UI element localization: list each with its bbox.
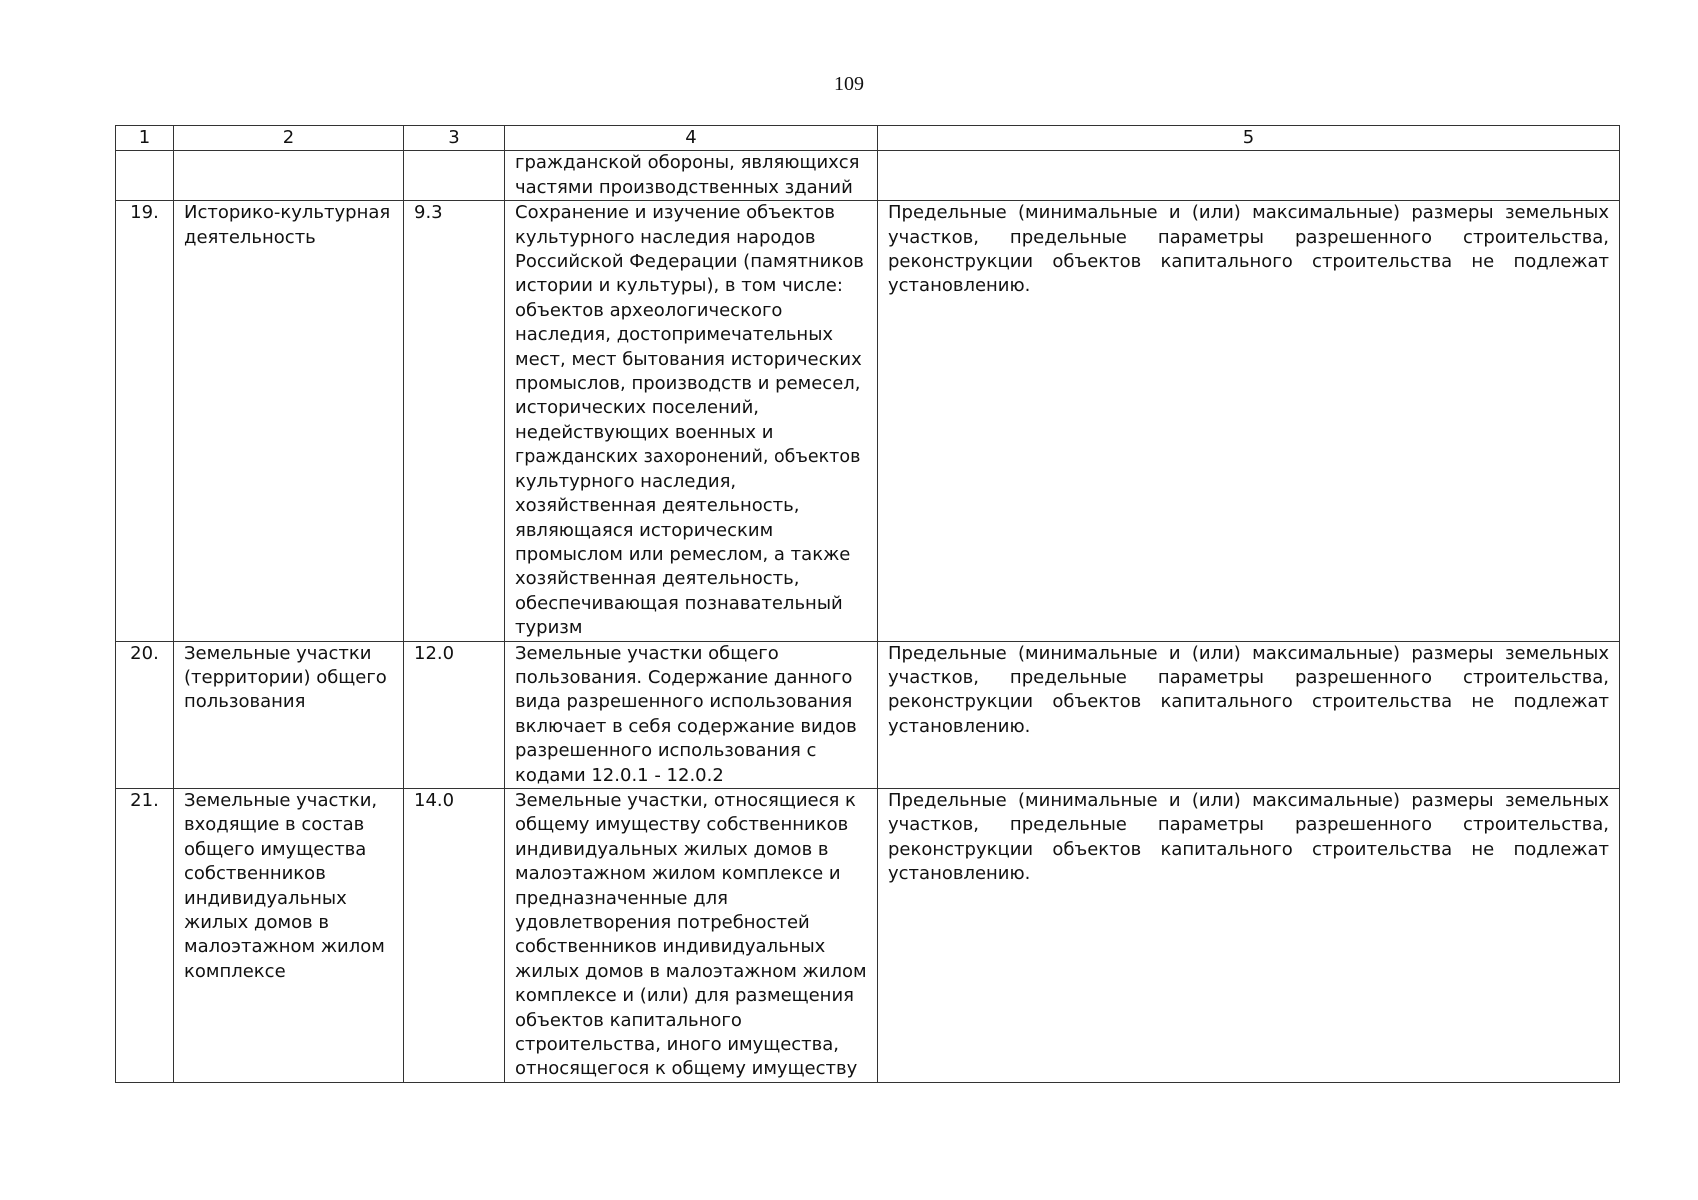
text-line: мест, мест бытования исторических [515, 348, 862, 370]
text-line: удовлетворения потребностей [515, 912, 810, 933]
use-type-code: 9.3 [404, 201, 505, 641]
land-use-table [115, 125, 1620, 1083]
text-line: гражданских захоронений, объектов [515, 447, 861, 468]
text-line: индивидуальных [184, 887, 347, 909]
table-header-row [116, 126, 1620, 151]
use-type-code: 12.0 [404, 641, 505, 788]
text-line: индивидуальных жилых домов в [515, 838, 829, 860]
text-line: включает в себя содержание видов [515, 715, 857, 737]
text-line: хозяйственная деятельность, [515, 568, 800, 590]
text-line: вида разрешенного использования [515, 691, 853, 713]
table-row [116, 201, 1620, 641]
text-line: пользования [184, 691, 306, 713]
text-line: промыслом или ремеслом, а также [515, 543, 851, 565]
text-line: Историко-культурная [184, 202, 391, 224]
column-header: 2 [174, 126, 404, 151]
text-line: малоэтажном жилом [184, 936, 385, 958]
parameters-cell [878, 788, 1620, 1082]
text-line: пользования. Содержание данного [515, 666, 853, 688]
text-line: культурного наследия, [515, 470, 737, 492]
text-line: предназначенные для [515, 887, 728, 909]
text-line: комплексе и (или) для размещения [515, 985, 854, 1007]
text-line: промыслов, производств и ремесел, [515, 373, 861, 395]
text-line: входящие в состав [184, 814, 365, 836]
column-header: 3 [404, 126, 505, 151]
use-type-code: 14.0 [404, 788, 505, 1082]
parameters-cell [878, 201, 1620, 641]
use-type-name [174, 201, 404, 641]
column-header: 5 [878, 126, 1620, 151]
text-line: комплексе [184, 960, 286, 982]
text-line: частями производственных зданий [515, 176, 853, 198]
text-line: собственников индивидуальных [515, 936, 826, 958]
use-type-name [174, 641, 404, 788]
text-line: Земельные участки общего [515, 642, 779, 664]
table-row [116, 788, 1620, 1082]
page-number: 109 [834, 73, 864, 95]
text-line: обеспечивающая познавательный [515, 592, 843, 614]
text-line: объектов капитального [515, 1009, 742, 1031]
text-line: Сохранение и изучение объектов [515, 202, 835, 224]
text-line: Земельные участки [184, 642, 372, 664]
text-line: малоэтажном жилом комплексе и [515, 863, 841, 885]
column-header: 4 [505, 126, 878, 151]
text-line: собственников [184, 863, 326, 885]
row-number: 21. [116, 788, 174, 1082]
use-type-name [174, 788, 404, 1082]
text-line: исторических поселений, [515, 397, 759, 419]
text-line: (территории) общего [184, 666, 387, 688]
row-number: 19. [116, 201, 174, 641]
parameters-cell [878, 641, 1620, 788]
text-line: гражданской обороны, являющихся [515, 152, 860, 174]
text-line: жилых домов в малоэтажном жилом [515, 960, 867, 982]
text-line: туризм [515, 617, 583, 639]
text-line: Российской Федерации (памятников [515, 251, 864, 273]
table-row [116, 641, 1620, 788]
text-line: являющаяся историческим [515, 519, 774, 541]
continuation-description [505, 151, 878, 201]
text-line: Земельные участки, [184, 789, 378, 811]
text-line: истории и культуры), в том числе: [515, 275, 843, 297]
parameters-text: Предельные (минимальные и (или) максимальные) размеры земельных участков, предельные параметры разрешенного строительства, реконструкции объектов капитального строительства не подлежат установлению. [888, 642, 1609, 737]
use-type-description [505, 641, 878, 788]
parameters-text: Предельные (минимальные и (или) максимальные) размеры земельных участков, предельные параметры разрешенного строительства, реконструкции объектов капитального строительства не подлежат установлению. [888, 202, 1609, 297]
text-line: объектов археологического [515, 299, 783, 321]
text-line: хозяйственная деятельность, [515, 495, 800, 517]
text-line: разрешенного использования с [515, 740, 817, 762]
text-line: общего имущества [184, 838, 367, 860]
text-line: общему имуществу собственников [515, 814, 849, 836]
text-line: деятельность [184, 226, 316, 248]
text-line: недействующих военных и [515, 421, 774, 443]
column-header: 1 [116, 126, 174, 151]
use-type-description [505, 788, 878, 1082]
text-line: Земельные участки, относящиеся к [515, 789, 856, 811]
text-line: наследия, достопримечательных [515, 324, 834, 346]
text-line: строительства, иного имущества, [515, 1034, 840, 1056]
text-line: жилых домов в [184, 912, 329, 933]
use-type-description [505, 201, 878, 641]
text-line: кодами 12.0.1 - 12.0.2 [515, 764, 724, 786]
text-line: культурного наследия народов [515, 226, 816, 248]
text-line: относящегося к общему имуществу [515, 1058, 858, 1080]
continuation-row [116, 151, 1620, 201]
row-number: 20. [116, 641, 174, 788]
parameters-text: Предельные (минимальные и (или) максимальные) размеры земельных участков, предельные параметры разрешенного строительства, реконструкции объектов капитального строительства не подлежат установлению. [888, 789, 1609, 885]
